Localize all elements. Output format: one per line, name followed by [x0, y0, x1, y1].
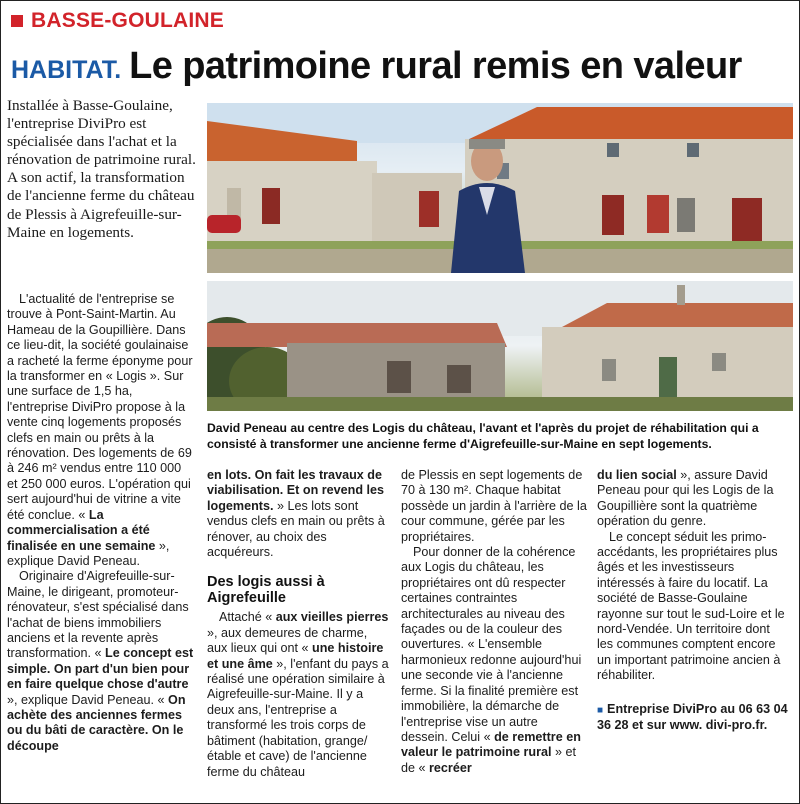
- rubric-label: BASSE-GOULAINE: [31, 9, 224, 32]
- headline: [11, 45, 742, 88]
- photo-caption: David Peneau au centre des Logis du château, l'avant et l'après du projet de réhabilitation qui a consisté à transformer une ancienne ferme d'Aigrefeuille-sur-Maine en sept logements.: [207, 421, 759, 451]
- paragraph: Originaire d'Aigrefeuille-sur-Maine, le dirigeant, promoteur-rénovateur, s'est spécialisé dans l'achat de biens immobiliers anciens et la revente après transformation. « Le concept est simple. On part d'un bien pour en faire quelque chose d'autre », explique David Peneau. « On achète des anciennes fermes ou du bâti de caractère. On le découpe: [7, 569, 194, 753]
- paragraph: L'actualité de l'entreprise se trouve à Pont-Saint-Martin. Au Hameau de la Goupillière. Dans ce lieu-dit, la société goulainaise a racheté la ferme éponyme pour la transformer en « Logis ». Sur une surface de 1,5 ha, l'entreprise DiviPro propose à la vente cinq logements proposés clefs en main ou prêts à la rénovation. Des logements de 69 à 246 m² vendus entre 110 000 et 250 000 euros. L'opération qui sert aujourd'hui de vitrine a vite été conclue. « La commercialisation a été finalisée en une semaine », explique David Peneau.: [7, 292, 193, 568]
- text-column-1: [7, 292, 195, 754]
- paragraph: Le concept séduit les primo-accédants, les propriétaires plus âgés et les investisseurs intéressés à faire du locatif. La société de Basse-Goulaine rayonne sur tout le sud-Loire et le nord-Vendée. Un territoire dont les communes comptent encore un important patrimoine ancien à réhabiliter.: [597, 529, 785, 683]
- rubric-square-icon: [11, 15, 23, 27]
- article-lead: Installée à Basse-Goulaine, l'entreprise DiviPro est spécialisée dans l'achat et la rénovation de patrimoine rural. A son actif, la transformation de l'ancienne ferme du château de Plessis à Aigrefeuille-sur-Maine en logements.: [7, 97, 196, 241]
- photo-renovated-logis: [207, 103, 793, 273]
- square-bullet-icon: ■: [597, 704, 604, 716]
- paragraph: Pour donner de la cohérence aux Logis du château, les propriétaires ont dû respecter certaines contraintes architecturales au niveau des façades ou de la couleur des ouvertures. « L'ensemble harmonieux redonne aujourd'hui une seconde vie à l'ancienne ferme. Si la finalité première est immobilière, la démarche de l'entreprise vise un autre dessein. Celui « de remettre en valeur le patrimoine rural » et de « recréer: [401, 545, 582, 775]
- photo-farm-before: [207, 281, 793, 411]
- paragraph: Attaché « aux vieilles pierres », aux demeures de charme, aux lieux qui ont « une histoire et une âme », l'enfant du pays a réalisé une opération similaire à Aigrefeuille-sur-Maine. Il y a deux ans, l'entreprise a transformé les trois corps de bâtiment (habitation, grange/étable et cave) de l'ancienne ferme du château: [207, 610, 389, 779]
- paragraph: de Plessis en sept logements de 70 à 130 m². Chaque habitat possède un jardin à l'arrière de la cour commune, gérée par les propriétaires.: [401, 468, 587, 544]
- text-column-2: [207, 468, 391, 780]
- contact-text: Entreprise DiviPro au 06 63 04 36 28 et sur www. divi-pro.fr.: [597, 701, 788, 733]
- text-column-3: [401, 468, 587, 776]
- paragraph: en lots. On fait les travaux de viabilisation. Et on revend les logements. » Les lots sont vendus clefs en main ou prêts à rénover, au choix des acquéreurs.: [207, 468, 385, 560]
- section-rubric: [11, 7, 224, 35]
- text-column-4: [597, 468, 789, 734]
- headline-kicker: HABITAT.: [11, 56, 122, 84]
- contact-info: [597, 702, 789, 734]
- paragraph: du lien social », assure David Peneau pour qui les Logis de la Goupillière sont la quatrième opération du genre.: [597, 468, 774, 529]
- subheading: Des logis aussi à Aigrefeuille: [207, 574, 325, 607]
- headline-title: Le patrimoine rural remis en valeur: [129, 45, 742, 87]
